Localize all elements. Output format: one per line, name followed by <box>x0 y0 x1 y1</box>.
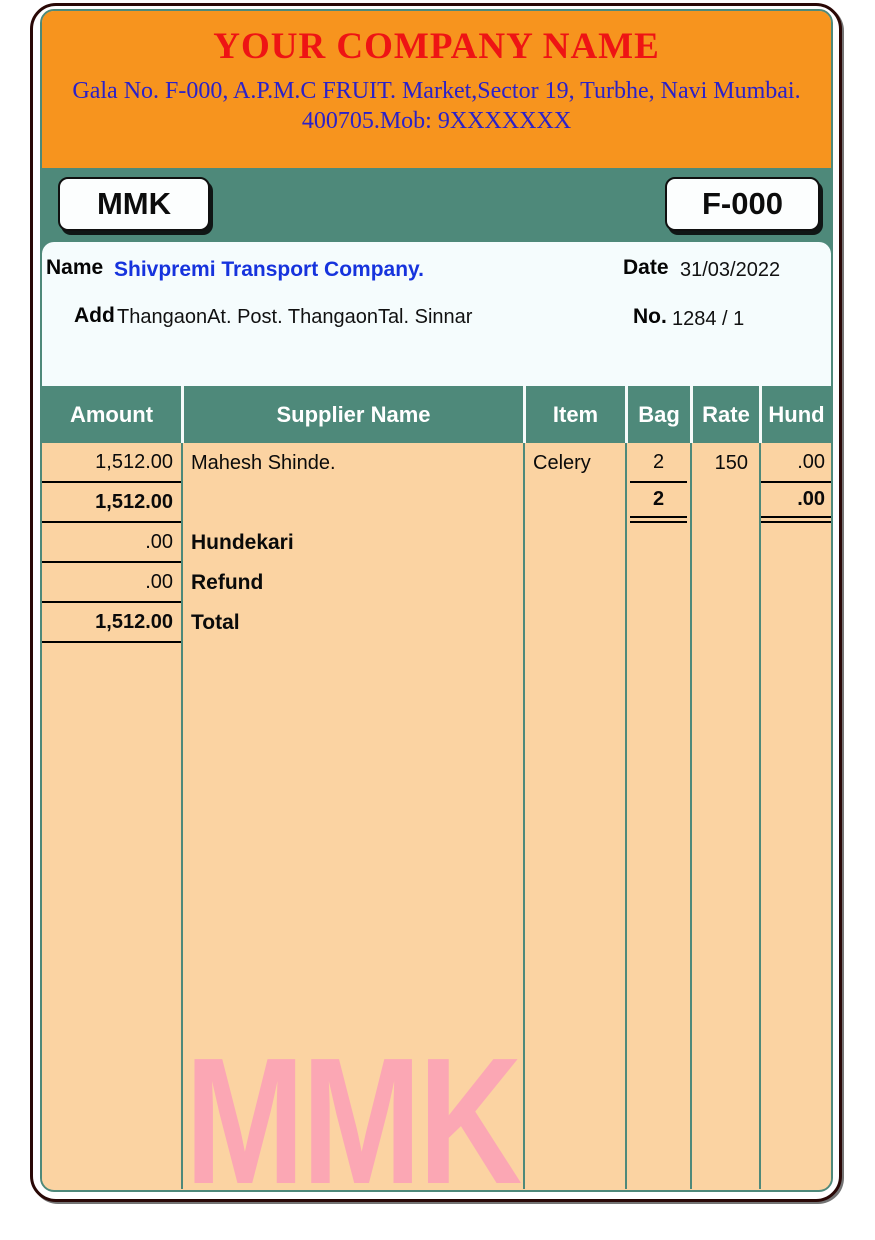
mmk-button[interactable]: MMK <box>58 177 210 231</box>
party-name-value: Shivpremi Transport Company. <box>114 258 425 281</box>
hund-subtotal: .00 <box>761 483 831 523</box>
rate-row-value: 150 <box>714 451 748 474</box>
column-amount <box>42 443 181 1189</box>
supplier-empty <box>183 483 523 523</box>
date-label: Date <box>623 256 669 279</box>
party-info-box <box>42 242 831 386</box>
column-bag <box>625 443 690 1189</box>
item-row-value: Celery <box>533 451 591 474</box>
company-header <box>42 11 831 168</box>
header-item: Item <box>523 386 625 443</box>
address-label: Add <box>74 304 115 327</box>
header-supplier-name: Supplier Name <box>181 386 523 443</box>
header-rate: Rate <box>690 386 759 443</box>
company-address-line2: 400705.Mob: 9XXXXXXX <box>301 108 572 134</box>
name-label: Name <box>46 256 104 279</box>
table-header-row <box>42 386 831 443</box>
company-name: YOUR COMPANY NAME <box>213 26 660 67</box>
column-hund <box>759 443 831 1189</box>
address-value: ThangaonAt. Post. ThangaonTal. Sinnar <box>117 306 473 328</box>
company-address-line1: Gala No. F-000, A.P.M.C FRUIT. Market,Sector 19, Turbhe, Navi Mumbai. <box>72 78 801 104</box>
amount-refund: .00 <box>42 563 181 603</box>
number-value: 1284 / 1 <box>672 308 745 330</box>
column-rate <box>690 443 759 1189</box>
date-value: 31/03/2022 <box>680 259 781 281</box>
header-bag: Bag <box>625 386 690 443</box>
table-body <box>42 443 831 1192</box>
hund-row-value: .00 <box>761 443 831 483</box>
total-label: Total <box>191 611 240 634</box>
column-supplier <box>181 443 523 1192</box>
amount-hundekari: .00 <box>42 523 181 563</box>
column-item <box>523 443 625 1189</box>
mmk-watermark: MMK <box>184 1021 520 1192</box>
bag-row-value: 2 <box>630 443 687 483</box>
amount-subtotal: 1,512.00 <box>42 483 181 523</box>
header-hund: Hund <box>759 386 831 443</box>
invoice-card <box>40 9 833 1192</box>
refund-label: Refund <box>191 571 264 594</box>
badge-band <box>42 168 831 253</box>
company-address <box>42 76 831 136</box>
bag-subtotal: 2 <box>630 483 687 523</box>
header-amount: Amount <box>69 401 154 427</box>
number-label: No. <box>633 305 667 328</box>
amount-total: 1,512.00 <box>42 603 181 643</box>
supplier-row-value: Mahesh Shinde. <box>191 451 336 474</box>
hundekari-label: Hundekari <box>191 531 294 554</box>
amount-row-value: 1,512.00 <box>42 443 181 483</box>
gala-number-button[interactable]: F-000 <box>665 177 820 231</box>
